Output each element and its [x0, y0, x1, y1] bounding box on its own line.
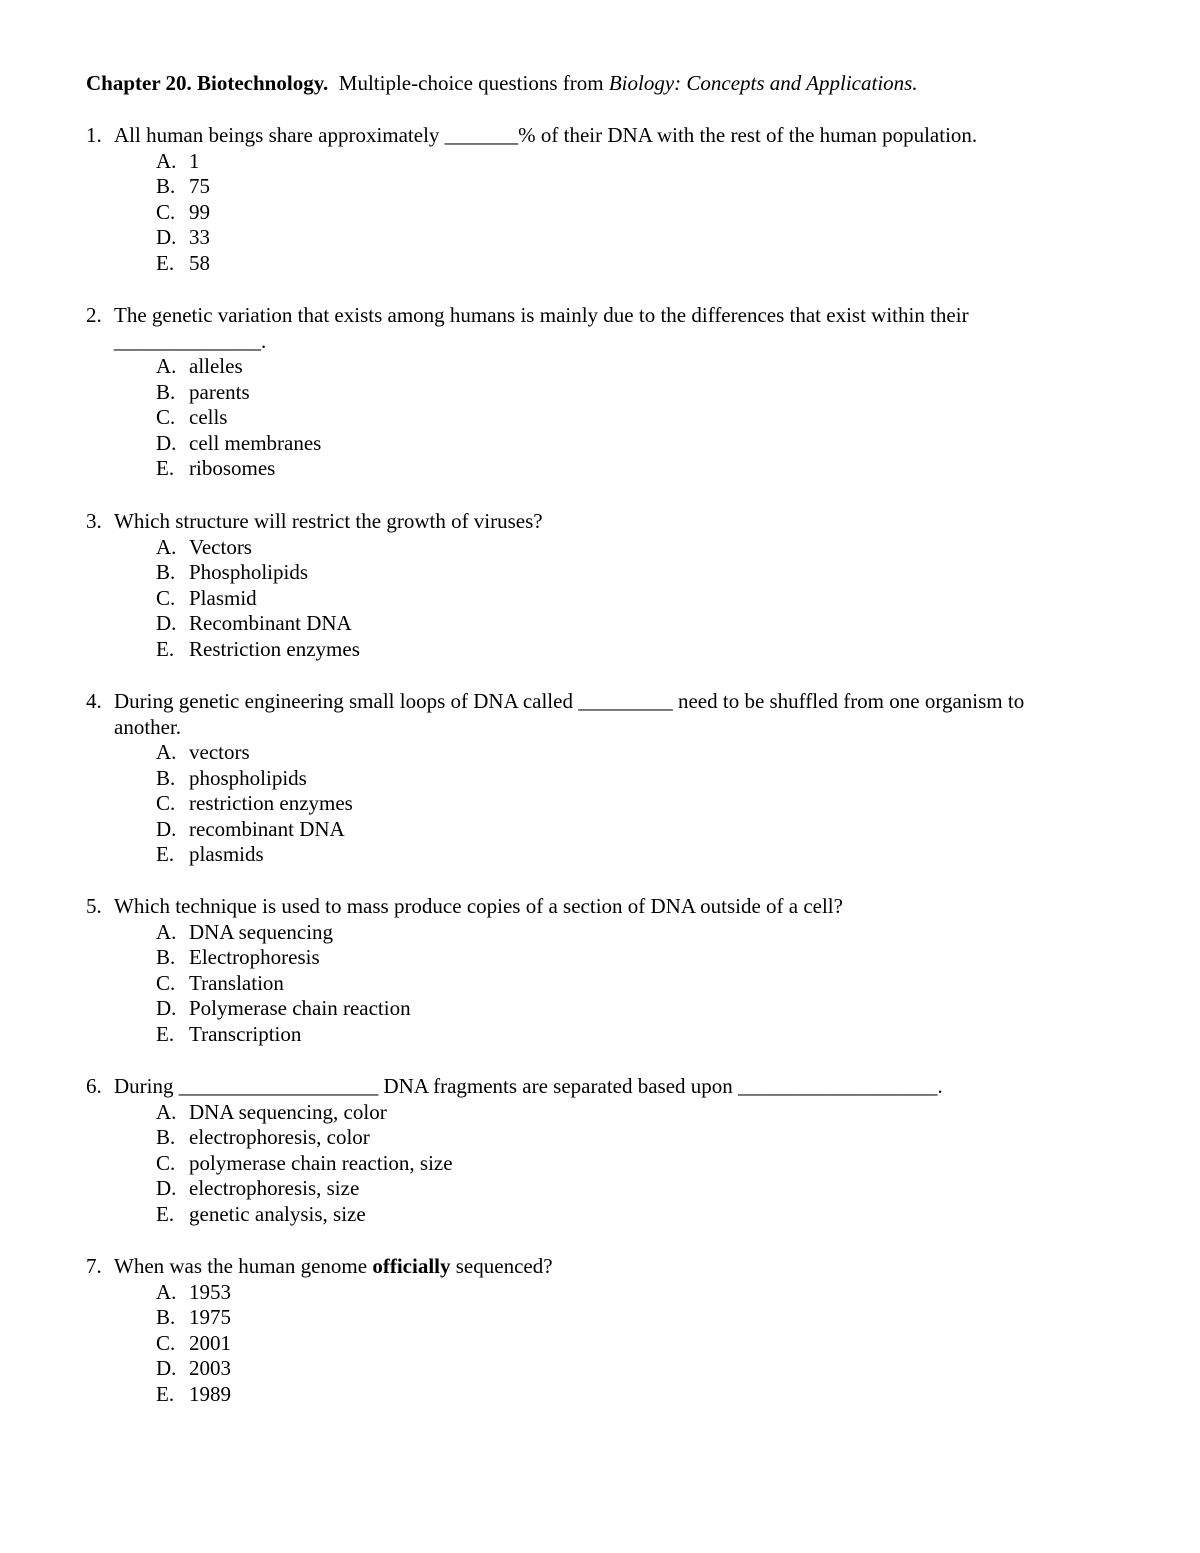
- option-b: [86, 174, 1126, 200]
- answer-options: [86, 1100, 1126, 1228]
- option-text: 2003: [189, 1356, 231, 1380]
- option-letter: D.: [156, 816, 177, 841]
- option-c: [86, 1151, 1126, 1177]
- option-e: [86, 637, 1126, 663]
- question-number: 1.: [86, 123, 102, 147]
- option-text: genetic analysis, size: [189, 1201, 366, 1226]
- option-text: 58: [189, 250, 210, 275]
- option-letter: B.: [156, 1125, 176, 1149]
- option-a: [86, 1100, 1126, 1126]
- question-text: During genetic engineering small loops of DNA called _________ need to be shuffled from one organism to another.: [114, 689, 1025, 739]
- option-c: [86, 586, 1126, 612]
- option-text: restriction enzymes: [189, 791, 353, 815]
- question-6: [86, 1074, 1126, 1227]
- question-5: [86, 894, 1126, 1047]
- option-letter: C.: [156, 585, 176, 610]
- option-letter: C.: [156, 1150, 176, 1175]
- answer-options: [86, 1280, 1126, 1408]
- option-a: [86, 1280, 1126, 1306]
- option-letter: B.: [156, 174, 176, 198]
- question-stem: [86, 689, 1126, 740]
- option-text: 1989: [189, 1381, 231, 1406]
- option-a: [86, 920, 1126, 946]
- option-text: Translation: [189, 970, 284, 995]
- option-letter: A.: [156, 740, 177, 764]
- option-text: cell membranes: [189, 430, 322, 455]
- option-text: 99: [189, 199, 210, 224]
- question-3: [86, 509, 1126, 662]
- answer-options: [86, 149, 1126, 277]
- option-e: [86, 251, 1126, 277]
- question-text-start: When was the human genome: [114, 1254, 368, 1278]
- option-text: Transcription: [189, 1021, 302, 1046]
- question-text-end: sequenced?: [455, 1254, 553, 1278]
- question-number: 7.: [86, 1254, 102, 1278]
- question-text: The genetic variation that exists among humans is mainly due to the differences that exist within their ______________.: [114, 303, 969, 353]
- option-letter: C.: [156, 405, 176, 429]
- option-text: phospholipids: [189, 765, 307, 790]
- option-letter: C.: [156, 1330, 176, 1355]
- option-d: [86, 431, 1126, 457]
- option-text: alleles: [189, 354, 243, 378]
- option-e: [86, 1202, 1126, 1228]
- option-d: [86, 611, 1126, 637]
- option-letter: A.: [156, 534, 177, 559]
- answer-options: [86, 740, 1126, 868]
- chapter-heading: Chapter 20. Biotechnology.: [86, 71, 329, 95]
- option-b: [86, 380, 1126, 406]
- option-a: [86, 354, 1126, 380]
- question-stem: [86, 1254, 1126, 1280]
- book-title: Biology: Concepts and Applications.: [608, 71, 918, 95]
- option-a: [86, 149, 1126, 175]
- option-text: 1: [189, 148, 200, 173]
- option-letter: E.: [156, 1021, 175, 1046]
- option-letter: B.: [156, 765, 176, 790]
- option-letter: D.: [156, 611, 177, 635]
- question-stem: [86, 1074, 1126, 1100]
- option-b: [86, 945, 1126, 971]
- option-text: electrophoresis, size: [189, 1176, 360, 1200]
- option-letter: E.: [156, 1381, 175, 1406]
- option-text: Phospholipids: [189, 560, 309, 584]
- question-text: During ___________________ DNA fragments are separated based upon ___________________.: [114, 1074, 943, 1098]
- option-c: [86, 200, 1126, 226]
- option-e: [86, 842, 1126, 868]
- option-c: [86, 405, 1126, 431]
- option-a: [86, 740, 1126, 766]
- option-text: cells: [189, 405, 228, 429]
- option-letter: B.: [156, 379, 176, 404]
- option-letter: E.: [156, 1201, 175, 1226]
- option-letter: D.: [156, 996, 177, 1020]
- question-stem: [86, 894, 1126, 920]
- option-letter: A.: [156, 919, 177, 944]
- option-letter: A.: [156, 148, 177, 173]
- option-letter: D.: [156, 1356, 177, 1380]
- option-text: Recombinant DNA: [189, 611, 352, 635]
- option-letter: E.: [156, 456, 175, 480]
- option-b: [86, 560, 1126, 586]
- question-text: All human beings share approximately _______% of their DNA with the rest of the human population.: [114, 123, 978, 147]
- option-text: 33: [189, 225, 210, 249]
- option-letter: D.: [156, 1176, 177, 1200]
- option-d: [86, 225, 1126, 251]
- option-d: [86, 1356, 1126, 1382]
- question-number: 6.: [86, 1074, 102, 1098]
- option-letter: E.: [156, 842, 175, 866]
- option-text: 75: [189, 174, 210, 198]
- option-letter: B.: [156, 945, 176, 969]
- question-7: [86, 1254, 1126, 1407]
- question-stem: [86, 123, 1126, 149]
- question-number: 4.: [86, 689, 102, 713]
- option-text: Restriction enzymes: [189, 636, 360, 661]
- page-title: [86, 71, 918, 97]
- option-text: DNA sequencing: [189, 919, 334, 944]
- option-letter: C.: [156, 970, 176, 995]
- option-letter: C.: [156, 791, 176, 815]
- option-text: Polymerase chain reaction: [189, 996, 411, 1020]
- option-text: plasmids: [189, 842, 264, 866]
- option-b: [86, 1305, 1126, 1331]
- option-letter: D.: [156, 225, 177, 249]
- option-letter: A.: [156, 354, 177, 378]
- option-a: [86, 535, 1126, 561]
- question-text: Which structure will restrict the growth of viruses?: [114, 509, 543, 533]
- option-e: [86, 1382, 1126, 1408]
- option-text: 1975: [189, 1305, 231, 1329]
- option-text: Plasmid: [189, 585, 257, 610]
- option-c: [86, 1331, 1126, 1357]
- option-c: [86, 971, 1126, 997]
- option-text: recombinant DNA: [189, 816, 345, 841]
- option-text: Vectors: [189, 534, 252, 559]
- option-d: [86, 1176, 1126, 1202]
- option-e: [86, 1022, 1126, 1048]
- option-text: Electrophoresis: [189, 945, 320, 969]
- question-number: 3.: [86, 509, 102, 533]
- option-text: vectors: [189, 740, 250, 764]
- answer-options: [86, 535, 1126, 663]
- question-text: [114, 1254, 1126, 1280]
- option-d: [86, 817, 1126, 843]
- option-text: parents: [189, 379, 250, 404]
- option-text: 2001: [189, 1330, 231, 1355]
- option-c: [86, 791, 1126, 817]
- option-text: ribosomes: [189, 456, 276, 480]
- option-letter: A.: [156, 1099, 177, 1124]
- answer-options: [86, 354, 1126, 482]
- option-letter: B.: [156, 1305, 176, 1329]
- option-letter: A.: [156, 1279, 177, 1304]
- option-letter: D.: [156, 430, 177, 455]
- option-text: polymerase chain reaction, size: [189, 1150, 453, 1175]
- title-intro: Multiple-choice questions from: [338, 71, 604, 95]
- answer-options: [86, 920, 1126, 1048]
- question-2: [86, 303, 1126, 482]
- question-stem: [86, 509, 1126, 535]
- question-text: Which technique is used to mass produce copies of a section of DNA outside of a cell?: [114, 894, 843, 918]
- option-letter: B.: [156, 560, 176, 584]
- option-b: [86, 1125, 1126, 1151]
- option-e: [86, 456, 1126, 482]
- option-letter: E.: [156, 250, 175, 275]
- option-b: [86, 766, 1126, 792]
- question-4: [86, 689, 1126, 868]
- option-text: electrophoresis, color: [189, 1125, 370, 1149]
- question-stem: [86, 303, 1126, 354]
- option-letter: E.: [156, 636, 175, 661]
- option-letter: C.: [156, 199, 176, 224]
- option-d: [86, 996, 1126, 1022]
- question-1: [86, 123, 1126, 276]
- question-number: 5.: [86, 894, 102, 918]
- option-text: 1953: [189, 1279, 231, 1304]
- question-text-emphasis: officially: [372, 1254, 451, 1278]
- question-number: 2.: [86, 303, 102, 327]
- option-text: DNA sequencing, color: [189, 1099, 387, 1124]
